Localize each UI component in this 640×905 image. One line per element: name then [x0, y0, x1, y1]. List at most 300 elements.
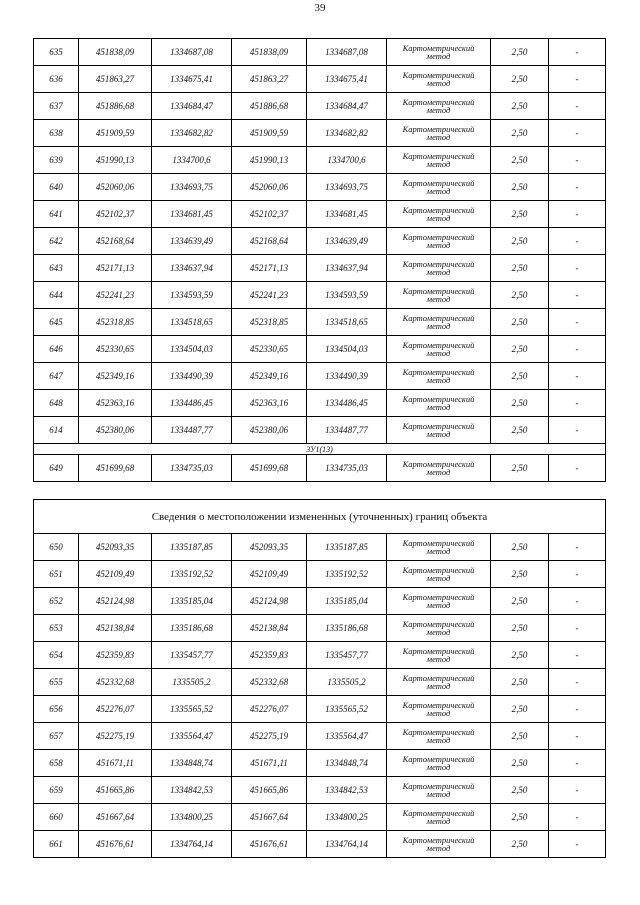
y-new-cell: 1334487,77	[307, 417, 387, 444]
note-cell: -	[549, 831, 606, 858]
y-old-cell: 1334848,74	[152, 750, 232, 777]
y-new-cell: 1335457,77	[307, 642, 387, 669]
method-text-line: метод	[426, 627, 451, 637]
y-old-cell: 1334800,25	[152, 804, 232, 831]
table-row	[34, 831, 606, 858]
x-old-cell: 451838,09	[79, 39, 152, 66]
method-text-line: Картометрический	[402, 753, 475, 764]
method-cell	[387, 417, 491, 444]
table-row	[34, 174, 606, 201]
y-new-cell: 1334693,75	[307, 174, 387, 201]
note-cell: -	[549, 282, 606, 309]
note-cell: -	[549, 201, 606, 228]
point-number-cell: 614	[34, 417, 79, 444]
x-new-cell: 452349,16	[232, 363, 307, 390]
method-cell	[387, 642, 491, 669]
coordinates-table-2	[33, 499, 606, 858]
y-new-cell: 1334675,41	[307, 66, 387, 93]
x-new-cell: 451671,11	[232, 750, 307, 777]
method-text-line: Картометрический	[402, 834, 475, 845]
x-new-cell: 451863,27	[232, 66, 307, 93]
method-text-line: Картометрический	[402, 177, 475, 188]
method-text-line: Картометрический	[402, 204, 475, 215]
method-text-line: метод	[426, 78, 451, 88]
x-new-cell: 451699,68	[232, 455, 307, 482]
method-text-line: Картометрический	[402, 537, 475, 548]
method-text-line: метод	[426, 546, 451, 556]
accuracy-cell: 2,50	[491, 750, 549, 777]
method-text-line: Картометрический	[402, 96, 475, 107]
method-text-line: Картометрический	[402, 645, 475, 656]
x-new-cell: 451909,59	[232, 120, 307, 147]
point-number-cell: 643	[34, 255, 79, 282]
method-text-line: метод	[426, 240, 451, 250]
note-cell: -	[549, 417, 606, 444]
note-cell: -	[549, 120, 606, 147]
x-old-cell: 452276,07	[79, 696, 152, 723]
y-old-cell: 1334593,59	[152, 282, 232, 309]
y-new-cell: 1334518,65	[307, 309, 387, 336]
x-old-cell: 451665,86	[79, 777, 152, 804]
accuracy-cell: 2,50	[491, 417, 549, 444]
method-text-line: метод	[426, 402, 451, 412]
method-cell	[387, 777, 491, 804]
page-number: 39	[314, 2, 326, 14]
method-cell	[387, 831, 491, 858]
method-cell	[387, 363, 491, 390]
x-old-cell: 452138,84	[79, 615, 152, 642]
y-new-cell: 1335187,85	[307, 534, 387, 561]
accuracy-cell: 2,50	[491, 201, 549, 228]
point-number-cell: 637	[34, 93, 79, 120]
y-old-cell: 1334675,41	[152, 66, 232, 93]
accuracy-cell: 2,50	[491, 804, 549, 831]
method-text-line: Картометрический	[402, 258, 475, 269]
x-new-cell: 452359,83	[232, 642, 307, 669]
table-row	[34, 455, 606, 482]
y-new-cell: 1335192,52	[307, 561, 387, 588]
method-text-line: метод	[426, 294, 451, 304]
y-new-cell: 1335186,68	[307, 615, 387, 642]
point-number-cell: 646	[34, 336, 79, 363]
y-new-cell: 1334848,74	[307, 750, 387, 777]
note-cell: -	[549, 455, 606, 482]
accuracy-cell: 2,50	[491, 642, 549, 669]
method-text-line: Картометрический	[402, 564, 475, 575]
note-cell: -	[549, 309, 606, 336]
point-number-cell: 641	[34, 201, 79, 228]
x-new-cell: 452318,85	[232, 309, 307, 336]
method-text-line: Картометрический	[402, 231, 475, 242]
x-old-cell: 451909,59	[79, 120, 152, 147]
x-old-cell: 452380,06	[79, 417, 152, 444]
method-text-line: Картометрический	[402, 726, 475, 737]
x-new-cell: 452380,06	[232, 417, 307, 444]
method-text-line: Картометрический	[402, 339, 475, 350]
x-old-cell: 451676,61	[79, 831, 152, 858]
y-new-cell: 1334764,14	[307, 831, 387, 858]
method-cell	[387, 201, 491, 228]
table-row	[34, 417, 606, 444]
y-old-cell: 1334687,08	[152, 39, 232, 66]
x-old-cell: 451667,64	[79, 804, 152, 831]
coordinates-table-1	[33, 38, 606, 482]
method-cell	[387, 66, 491, 93]
method-text-line: Картометрический	[402, 150, 475, 161]
y-old-cell: 1334490,39	[152, 363, 232, 390]
x-new-cell: 452093,35	[232, 534, 307, 561]
note-cell: -	[549, 669, 606, 696]
y-old-cell: 1334504,03	[152, 336, 232, 363]
accuracy-cell: 2,50	[491, 93, 549, 120]
method-text-line: Картометрический	[402, 618, 475, 629]
note-cell: -	[549, 147, 606, 174]
accuracy-cell: 2,50	[491, 282, 549, 309]
method-text-line: метод	[426, 132, 451, 142]
method-cell	[387, 255, 491, 282]
accuracy-cell: 2,50	[491, 336, 549, 363]
x-new-cell: 451665,86	[232, 777, 307, 804]
method-cell	[387, 228, 491, 255]
y-old-cell: 1334700,6	[152, 147, 232, 174]
y-new-cell: 1335185,04	[307, 588, 387, 615]
x-new-cell: 452168,64	[232, 228, 307, 255]
method-cell	[387, 93, 491, 120]
table-row	[34, 534, 606, 561]
accuracy-cell: 2,50	[491, 228, 549, 255]
point-number-cell: 659	[34, 777, 79, 804]
method-cell	[387, 723, 491, 750]
method-text-line: метод	[426, 467, 451, 477]
method-text-line: метод	[426, 762, 451, 772]
point-number-cell: 647	[34, 363, 79, 390]
note-cell: -	[549, 615, 606, 642]
table-header-row	[34, 500, 606, 534]
method-cell	[387, 390, 491, 417]
x-new-cell: 451676,61	[232, 831, 307, 858]
method-text-line: Картометрический	[402, 458, 475, 469]
x-old-cell: 452124,98	[79, 588, 152, 615]
table-row	[34, 390, 606, 417]
y-old-cell: 1334682,82	[152, 120, 232, 147]
table-row	[34, 309, 606, 336]
table-row	[34, 255, 606, 282]
method-text-line: Картометрический	[402, 699, 475, 710]
y-old-cell: 1335565,52	[152, 696, 232, 723]
point-number-cell: 635	[34, 39, 79, 66]
table-row	[34, 228, 606, 255]
method-text-line: метод	[426, 708, 451, 718]
method-cell	[387, 561, 491, 588]
y-new-cell: 1334682,82	[307, 120, 387, 147]
y-new-cell: 1334684,47	[307, 93, 387, 120]
method-text-line: Картометрический	[402, 123, 475, 134]
x-new-cell: 452276,07	[232, 696, 307, 723]
note-cell: -	[549, 228, 606, 255]
x-old-cell: 451699,68	[79, 455, 152, 482]
y-old-cell: 1335192,52	[152, 561, 232, 588]
note-cell: -	[549, 723, 606, 750]
point-number-cell: 655	[34, 669, 79, 696]
section-separator-row	[34, 444, 606, 455]
y-old-cell: 1335505,2	[152, 669, 232, 696]
table-row	[34, 66, 606, 93]
x-old-cell: 452060,06	[79, 174, 152, 201]
note-cell: -	[549, 39, 606, 66]
accuracy-cell: 2,50	[491, 255, 549, 282]
table-row	[34, 615, 606, 642]
note-cell: -	[549, 363, 606, 390]
point-number-cell: 657	[34, 723, 79, 750]
y-old-cell: 1335186,68	[152, 615, 232, 642]
method-text-line: метод	[426, 321, 451, 331]
method-text-line: метод	[426, 573, 451, 583]
accuracy-cell: 2,50	[491, 66, 549, 93]
y-new-cell: 1334637,94	[307, 255, 387, 282]
method-text-line: метод	[426, 789, 451, 799]
point-number-cell: 649	[34, 455, 79, 482]
y-old-cell: 1334637,94	[152, 255, 232, 282]
method-text-line: метод	[426, 681, 451, 691]
accuracy-cell: 2,50	[491, 534, 549, 561]
x-old-cell: 452102,37	[79, 201, 152, 228]
method-cell	[387, 615, 491, 642]
x-old-cell: 452241,23	[79, 282, 152, 309]
point-number-cell: 658	[34, 750, 79, 777]
method-text-line: Картометрический	[402, 42, 475, 53]
accuracy-cell: 2,50	[491, 309, 549, 336]
x-old-cell: 452275,19	[79, 723, 152, 750]
table-row	[34, 669, 606, 696]
x-new-cell: 452109,49	[232, 561, 307, 588]
x-new-cell: 452275,19	[232, 723, 307, 750]
y-new-cell: 1334735,03	[307, 455, 387, 482]
x-old-cell: 451990,13	[79, 147, 152, 174]
method-text-line: метод	[426, 375, 451, 385]
method-text-line: Картометрический	[402, 285, 475, 296]
accuracy-cell: 2,50	[491, 615, 549, 642]
x-new-cell: 452124,98	[232, 588, 307, 615]
x-old-cell: 452109,49	[79, 561, 152, 588]
y-new-cell: 1334681,45	[307, 201, 387, 228]
method-text-line: Картометрический	[402, 672, 475, 683]
table-row	[34, 120, 606, 147]
note-cell: -	[549, 174, 606, 201]
table-title: Сведения о местоположении измененных (уточненных) границ объекта	[34, 500, 606, 534]
method-text-line: Картометрический	[402, 312, 475, 323]
x-old-cell: 452332,68	[79, 669, 152, 696]
accuracy-cell: 2,50	[491, 174, 549, 201]
method-cell	[387, 669, 491, 696]
y-old-cell: 1334693,75	[152, 174, 232, 201]
point-number-cell: 661	[34, 831, 79, 858]
note-cell: -	[549, 534, 606, 561]
point-number-cell: 642	[34, 228, 79, 255]
method-text-line: Картометрический	[402, 366, 475, 377]
method-text-line: метод	[426, 429, 451, 439]
method-text-line: метод	[426, 51, 451, 61]
method-text-line: Картометрический	[402, 393, 475, 404]
point-number-cell: 648	[34, 390, 79, 417]
method-cell	[387, 39, 491, 66]
table-row	[34, 93, 606, 120]
y-new-cell: 1334700,6	[307, 147, 387, 174]
y-new-cell: 1335565,52	[307, 696, 387, 723]
point-number-cell: 645	[34, 309, 79, 336]
note-cell: -	[549, 93, 606, 120]
method-text-line: Картометрический	[402, 807, 475, 818]
x-old-cell: 451863,27	[79, 66, 152, 93]
y-old-cell: 1335564,47	[152, 723, 232, 750]
method-text-line: метод	[426, 816, 451, 826]
table-row	[34, 723, 606, 750]
y-new-cell: 1334687,08	[307, 39, 387, 66]
method-cell	[387, 174, 491, 201]
accuracy-cell: 2,50	[491, 147, 549, 174]
y-old-cell: 1335185,04	[152, 588, 232, 615]
method-cell	[387, 120, 491, 147]
y-old-cell: 1335187,85	[152, 534, 232, 561]
y-new-cell: 1334842,53	[307, 777, 387, 804]
section-label: ЗУ1(13)	[34, 444, 606, 455]
x-old-cell: 452093,35	[79, 534, 152, 561]
accuracy-cell: 2,50	[491, 723, 549, 750]
note-cell: -	[549, 561, 606, 588]
method-cell	[387, 455, 491, 482]
note-cell: -	[549, 66, 606, 93]
table-row	[34, 336, 606, 363]
method-cell	[387, 534, 491, 561]
method-text-line: Картометрический	[402, 69, 475, 80]
point-number-cell: 639	[34, 147, 79, 174]
method-text-line: метод	[426, 348, 451, 358]
method-text-line: метод	[426, 105, 451, 115]
x-old-cell: 452363,16	[79, 390, 152, 417]
table-row	[34, 201, 606, 228]
point-number-cell: 650	[34, 534, 79, 561]
y-new-cell: 1334504,03	[307, 336, 387, 363]
table-row	[34, 282, 606, 309]
table-row	[34, 696, 606, 723]
method-text-line: Картометрический	[402, 420, 475, 431]
x-new-cell: 452332,68	[232, 669, 307, 696]
method-cell	[387, 282, 491, 309]
note-cell: -	[549, 255, 606, 282]
x-new-cell: 452171,13	[232, 255, 307, 282]
x-old-cell: 452359,83	[79, 642, 152, 669]
table-row	[34, 363, 606, 390]
y-old-cell: 1334681,45	[152, 201, 232, 228]
method-text-line: Картометрический	[402, 780, 475, 791]
point-number-cell: 638	[34, 120, 79, 147]
accuracy-cell: 2,50	[491, 455, 549, 482]
method-cell	[387, 336, 491, 363]
method-text-line: Картометрический	[402, 591, 475, 602]
x-old-cell: 452349,16	[79, 363, 152, 390]
y-new-cell: 1334490,39	[307, 363, 387, 390]
y-old-cell: 1334684,47	[152, 93, 232, 120]
point-number-cell: 654	[34, 642, 79, 669]
accuracy-cell: 2,50	[491, 120, 549, 147]
method-text-line: метод	[426, 213, 451, 223]
x-new-cell: 452363,16	[232, 390, 307, 417]
y-old-cell: 1335457,77	[152, 642, 232, 669]
accuracy-cell: 2,50	[491, 363, 549, 390]
table-row	[34, 777, 606, 804]
y-new-cell: 1334486,45	[307, 390, 387, 417]
accuracy-cell: 2,50	[491, 39, 549, 66]
table-row	[34, 147, 606, 174]
x-new-cell: 451838,09	[232, 39, 307, 66]
point-number-cell: 644	[34, 282, 79, 309]
x-old-cell: 452168,64	[79, 228, 152, 255]
x-old-cell: 452330,65	[79, 336, 152, 363]
method-text-line: метод	[426, 654, 451, 664]
y-old-cell: 1334639,49	[152, 228, 232, 255]
y-new-cell: 1334639,49	[307, 228, 387, 255]
note-cell: -	[549, 642, 606, 669]
x-new-cell: 451667,64	[232, 804, 307, 831]
x-old-cell: 451671,11	[79, 750, 152, 777]
x-new-cell: 452060,06	[232, 174, 307, 201]
table-row	[34, 39, 606, 66]
accuracy-cell: 2,50	[491, 561, 549, 588]
method-text-line: метод	[426, 186, 451, 196]
note-cell: -	[549, 777, 606, 804]
note-cell: -	[549, 696, 606, 723]
note-cell: -	[549, 390, 606, 417]
method-text-line: метод	[426, 600, 451, 610]
x-old-cell: 451886,68	[79, 93, 152, 120]
method-text-line: метод	[426, 267, 451, 277]
point-number-cell: 656	[34, 696, 79, 723]
accuracy-cell: 2,50	[491, 696, 549, 723]
table-row	[34, 642, 606, 669]
accuracy-cell: 2,50	[491, 588, 549, 615]
x-new-cell: 452102,37	[232, 201, 307, 228]
table-row	[34, 561, 606, 588]
method-cell	[387, 147, 491, 174]
method-cell	[387, 588, 491, 615]
x-new-cell: 452241,23	[232, 282, 307, 309]
method-cell	[387, 309, 491, 336]
accuracy-cell: 2,50	[491, 669, 549, 696]
point-number-cell: 636	[34, 66, 79, 93]
table-row	[34, 588, 606, 615]
point-number-cell: 660	[34, 804, 79, 831]
method-text-line: метод	[426, 843, 451, 853]
y-old-cell: 1334735,03	[152, 455, 232, 482]
y-new-cell: 1334593,59	[307, 282, 387, 309]
x-old-cell: 452171,13	[79, 255, 152, 282]
note-cell: -	[549, 336, 606, 363]
x-new-cell: 451990,13	[232, 147, 307, 174]
accuracy-cell: 2,50	[491, 777, 549, 804]
method-cell	[387, 696, 491, 723]
x-new-cell: 452330,65	[232, 336, 307, 363]
point-number-cell: 640	[34, 174, 79, 201]
method-text-line: метод	[426, 735, 451, 745]
method-cell	[387, 804, 491, 831]
y-old-cell: 1334487,77	[152, 417, 232, 444]
note-cell: -	[549, 750, 606, 777]
table-row	[34, 750, 606, 777]
accuracy-cell: 2,50	[491, 831, 549, 858]
x-old-cell: 452318,85	[79, 309, 152, 336]
point-number-cell: 653	[34, 615, 79, 642]
accuracy-cell: 2,50	[491, 390, 549, 417]
y-old-cell: 1334842,53	[152, 777, 232, 804]
